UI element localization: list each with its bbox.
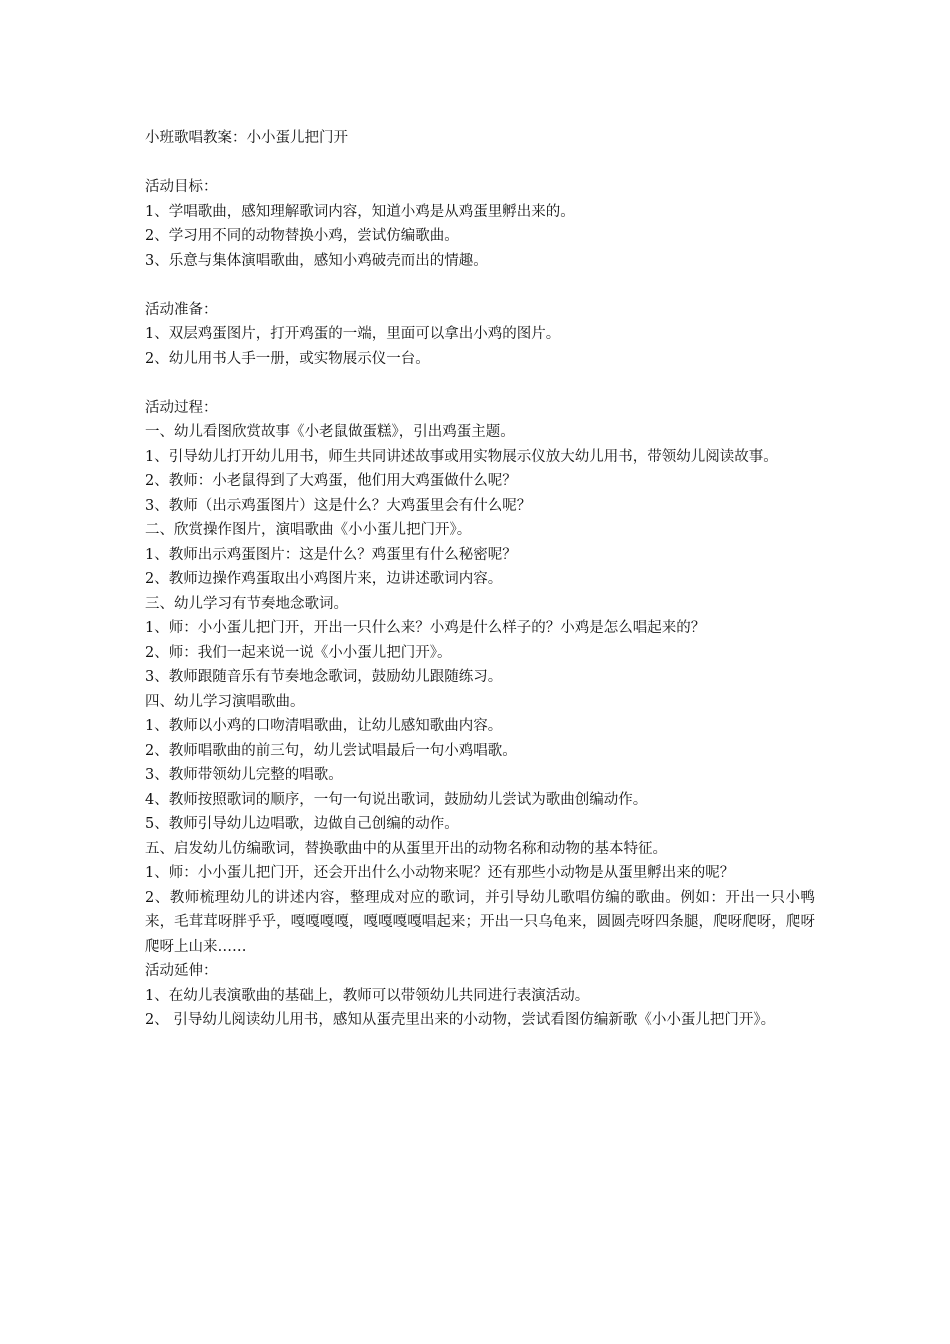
- process-step-heading: 三、幼儿学习有节奏地念歌词。: [145, 595, 348, 612]
- spacer: [145, 273, 815, 298]
- spacer: [145, 371, 815, 396]
- process-line: 1、师：小小蛋儿把门开，开出一只什么来？小鸡是什么样子的？小鸡是怎么唱起来的？: [145, 620, 706, 636]
- spacer: [145, 151, 815, 176]
- extension-item: 1、在幼儿表演歌曲的基础上，教师可以带领幼儿共同进行表演活动。: [145, 987, 590, 1004]
- process-line: 1、师：小小蛋儿把门开，还会开出什么小动物来呢？还有那些小动物是从蛋里孵出来的呢？: [145, 865, 735, 881]
- process-line: 1、教师以小鸡的口吻清唱歌曲，让幼儿感知歌曲内容。: [145, 718, 503, 734]
- process-line: 5、教师引导幼儿边唱歌，边做自己创编的动作。: [145, 816, 459, 832]
- process-line: 2、师：我们一起来说一说《小小蛋儿把门开》。: [145, 644, 452, 661]
- prep-item: 2、幼儿用书人手一册，或实物展示仪一台。: [145, 350, 430, 367]
- process-line: 1、引导幼儿打开幼儿用书，师生共同讲述故事或用实物展示仪放大幼儿用书，带领幼儿阅读故事。: [145, 448, 778, 465]
- process-line: 3、教师跟随音乐有节奏地念歌词，鼓励幼儿跟随练习。: [145, 669, 503, 685]
- document-body: [145, 126, 815, 1033]
- process-step-heading: 二、欣赏操作图片，演唱歌曲《小小蛋儿把门开》。: [145, 522, 472, 538]
- process-line: 4、教师按照歌词的顺序，一句一句说出歌词，鼓励幼儿尝试为歌曲创编动作。: [145, 791, 648, 808]
- process-line: 3、教师（出示鸡蛋图片）这是什么？大鸡蛋里会有什么呢？: [145, 497, 532, 514]
- process-step-heading: 五、启发幼儿仿编歌词，替换歌曲中的从蛋里开出的动物名称和动物的基本特征。: [145, 840, 667, 857]
- goal-item: 3、乐意与集体演唱歌曲，感知小鸡破壳而出的情趣。: [145, 252, 488, 269]
- goal-item: 1、学唱歌曲，感知理解歌词内容，知道小鸡是从鸡蛋里孵出来的。: [145, 203, 575, 220]
- process-step-heading: 四、幼儿学习演唱歌曲。: [145, 693, 305, 710]
- process-line: 2、教师梳理幼儿的讲述内容，整理成对应的歌词，并引导幼儿歌唱仿编的歌曲。例如：开出一只小鸭来，毛茸茸呀胖乎乎，嘎嘎嘎嘎，嘎嘎嘎嘎唱起来；开出一只乌龟来，圆圆壳呀四条腿，爬呀爬呀，爬呀爬呀上山来……: [145, 889, 815, 955]
- prep-item: 1、双层鸡蛋图片，打开鸡蛋的一端，里面可以拿出小鸡的图片。: [145, 326, 561, 342]
- process-line: 2、教师边操作鸡蛋取出小鸡图片来，边讲述歌词内容。: [145, 571, 503, 587]
- extension-item: 2、 引导幼儿阅读幼儿用书，感知从蛋壳里出来的小动物，尝试看图仿编新歌《小小蛋儿把门开》。: [145, 1012, 776, 1028]
- process-step-heading: 一、幼儿看图欣赏故事《小老鼠做蛋糕》，引出鸡蛋主题。: [145, 424, 515, 440]
- process-line: 2、教师：小老鼠得到了大鸡蛋，他们用大鸡蛋做什么呢？: [145, 473, 517, 489]
- goals-heading: 活动目标：: [145, 179, 218, 195]
- process-line: 1、教师出示鸡蛋图片：这是什么？鸡蛋里有什么秘密呢？: [145, 546, 517, 563]
- process-line: 2、教师唱歌曲的前三句，幼儿尝试唱最后一句小鸡唱歌。: [145, 742, 517, 759]
- extension-heading: 活动延伸：: [145, 963, 218, 979]
- prep-heading: 活动准备：: [145, 301, 218, 318]
- process-line: 3、教师带领幼儿完整的唱歌。: [145, 767, 343, 783]
- process-heading: 活动过程：: [145, 399, 218, 416]
- document-title: 小班歌唱教案：小小蛋儿把门开: [145, 130, 348, 146]
- goal-item: 2、学习用不同的动物替换小鸡，尝试仿编歌曲。: [145, 228, 459, 244]
